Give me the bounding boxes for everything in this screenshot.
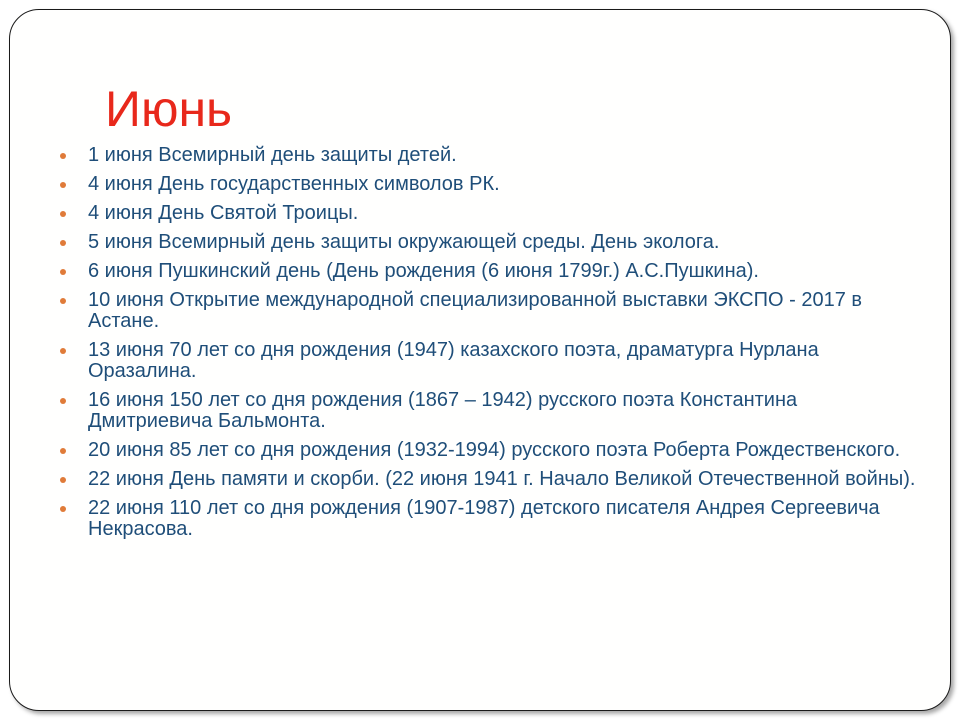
list-item-text: 1 июня Всемирный день защиты детей.: [88, 144, 457, 166]
list-item-text: 16 июня 150 лет со дня рождения (1867 – 1942) русского поэта Константина Дмитриевича Бальмонта.: [88, 389, 798, 432]
bullet-icon: [60, 298, 66, 304]
list-item-text: 5 июня Всемирный день защиты окружающей среды. День эколога.: [88, 231, 720, 253]
list-item-text: 13 июня 70 лет со дня рождения (1947) казахского поэта, драматурга Нурлана Оразалина.: [88, 339, 819, 382]
bullet-icon: [60, 211, 66, 217]
list-item: [60, 145, 920, 166]
bullet-icon: [60, 153, 66, 159]
list-item: [60, 174, 920, 195]
list-item: [60, 290, 920, 332]
list-item: [60, 203, 920, 224]
bullet-icon: [60, 477, 66, 483]
bullet-icon: [60, 506, 66, 512]
list-item-text: 6 июня Пушкинский день (День рождения (6 июня 1799г.) А.С.Пушкина).: [88, 260, 759, 282]
list-item-text: 20 июня 85 лет со дня рождения (1932-1994) русского поэта Роберта Рождественского.: [88, 439, 901, 461]
list-item-text: 4 июня День Святой Троицы.: [88, 202, 359, 224]
list-item-text: 4 июня День государственных символов РК.: [88, 173, 500, 195]
list-item: [60, 261, 920, 282]
slide-title: Июнь: [105, 81, 233, 137]
bullet-icon: [60, 182, 66, 188]
bullet-icon: [60, 448, 66, 454]
list-item-text: 22 июня 110 лет со дня рождения (1907-1987) детского писателя Андрея Сергеевича Некрасова.: [88, 497, 880, 540]
list-item: [60, 232, 920, 253]
list-item: [60, 440, 920, 461]
list-item-text: 22 июня День памяти и скорби. (22 июня 1941 г. Начало Великой Отечественной войны).: [88, 468, 916, 490]
bullet-icon: [60, 348, 66, 354]
bullet-icon: [60, 269, 66, 275]
list-item: [60, 340, 920, 382]
bullet-icon: [60, 240, 66, 246]
list-item: [60, 469, 920, 490]
list-item: [60, 498, 920, 540]
list-item-text: 10 июня Открытие международной специализированной выставки ЭКСПО - 2017 в Астане.: [88, 289, 863, 332]
list-item: [60, 390, 920, 432]
bullet-list: [60, 145, 920, 548]
bullet-icon: [60, 398, 66, 404]
